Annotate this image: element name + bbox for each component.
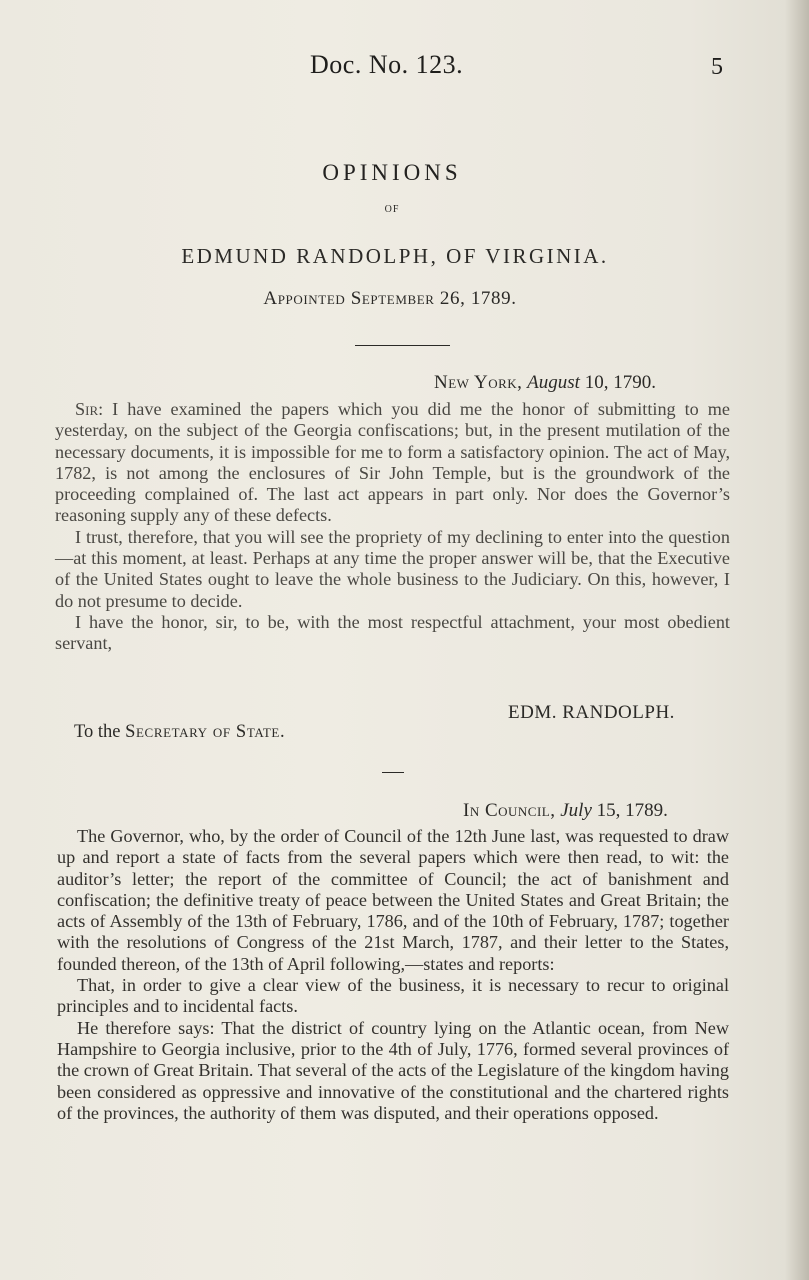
letter2-body xyxy=(57,826,729,1124)
letter1-date-month: August xyxy=(527,372,580,393)
letter1-signature: EDM. RANDOLPH. xyxy=(508,702,675,723)
letter1-addressee xyxy=(74,722,285,743)
section-rule xyxy=(355,345,450,346)
letter2-date-rest: 15, 1789. xyxy=(591,800,668,821)
letter1-body xyxy=(55,399,730,655)
letter1-date-rest: 10, 1790. xyxy=(579,372,656,393)
section-title: OPINIONS xyxy=(322,160,462,185)
page-number: 5 xyxy=(711,54,723,80)
letter1-addressee-prefix: To the xyxy=(74,722,126,742)
doc-number: Doc. No. 123. xyxy=(310,50,464,79)
letter1-paragraph-1-text: I have examined the papers which you did me the honor of submitting to me yesterday, on the subject of the Georgia confiscations; but, in the present mutilation of the necessary documents, it is impossible for me to form a satisfactory opinion. The act of May, 1782, is not among the enclosures of Sir John Temple, but is the groundwork of the proceeding complained of. The last act appears in part only. Nor does the Governor’s reasoning supply any of these defects. xyxy=(55,399,730,526)
letter1-place: New York, xyxy=(434,372,523,393)
title-of: OF xyxy=(384,204,400,215)
letter1-addressee-title: Secretary of State. xyxy=(125,722,286,742)
letter2-paragraph-3: He therefore says: That the district of country lying on the Atlantic ocean, from New Hampshire to Georgia inclusive, prior to the 4th of July, 1776, formed several provinces of the crown of Great Britain. That several of the acts of the Legislature of the kingdom having been considered as oppressive and innovative of the constitutional and the chartered rights of the provinces, the authority of them was disputed, and their operations opposed. xyxy=(57,1017,729,1123)
letter1-paragraph-1 xyxy=(55,399,730,527)
letter2-dateline xyxy=(463,800,668,822)
letter1-dateline xyxy=(434,372,656,394)
page-header xyxy=(0,48,809,88)
letter2-place: In Council, xyxy=(463,800,556,821)
letter1-paragraph-2: I trust, therefore, that you will see the propriety of my declining to enter into the question—at this moment, at least. Perhaps at any time the proper answer will be, that the Executive of the United States ought to leave the whole business to the Judiciary. On this, however, I do not presume to decide. xyxy=(55,526,730,611)
letter2-date-month: July xyxy=(560,800,592,821)
author-name: EDMUND RANDOLPH, OF VIRGINIA. xyxy=(181,244,609,268)
letter1-paragraph-3: I have the honor, sir, to be, with the most respectful attachment, your most obedient servant, xyxy=(55,611,730,654)
letter1-salutation: Sir: xyxy=(75,399,104,419)
appointment-date: Appointed September 26, 1789. xyxy=(263,288,517,309)
letter2-paragraph-2: That, in order to give a clear view of the business, it is necessary to recur to original principles and to incidental facts. xyxy=(57,975,729,1017)
letter2-paragraph-1: The Governor, who, by the order of Council of the 12th June last, was requested to draw up and report a state of facts from the several papers which were then read, to wit: the auditor’s letter; the report of the committee of Council; the act of banishment and confiscation; the definitive treaty of peace between the United States and Great Britain; the acts of Assembly of the 13th of February, 1786, and of the 10th of February, 1787; together with the resolutions of Congress of the 21st March, 1787, and their letter to the States, founded thereon, of the 13th of April following,—states and reports: xyxy=(57,826,729,974)
letter-divider xyxy=(382,772,404,773)
